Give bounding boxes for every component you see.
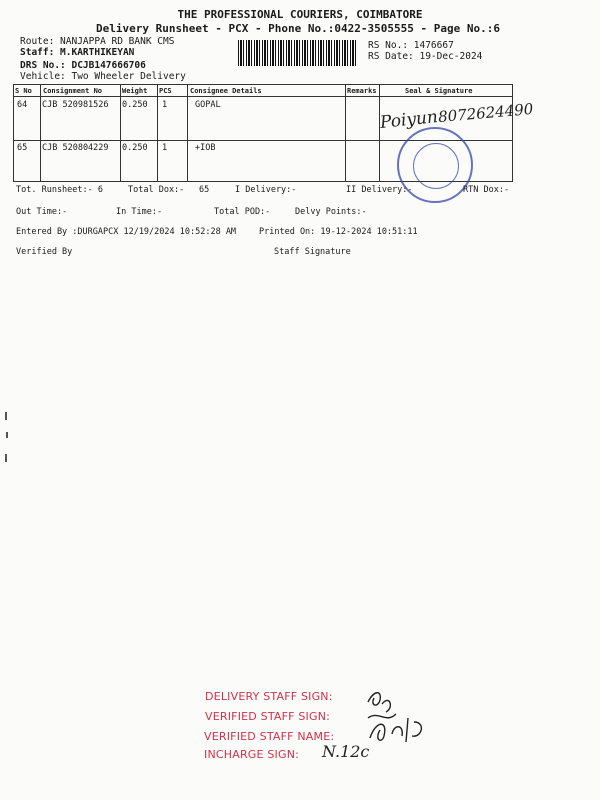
delvy-points: Delvy Points:-: [295, 207, 367, 217]
table-row-weight: 0.250: [122, 100, 148, 110]
sheet-title: Delivery Runsheet - PCX - Phone No.:0422-3505555 - Page No.:6: [96, 22, 500, 35]
table-row-weight: 0.250: [122, 143, 148, 153]
staff-signature: Staff Signature: [274, 247, 351, 257]
table-row-pcs: 1: [162, 143, 168, 153]
rtn-dox: RTN Dox:-: [463, 185, 510, 195]
col-seal-signature: Seal & Signature: [405, 87, 473, 95]
rs-number: RS No.: 1476667: [368, 40, 454, 51]
out-time: Out Time:-: [16, 207, 68, 217]
table-row-consignee: GOPAL: [195, 100, 221, 110]
handwritten-name-scribble-icon: [366, 712, 436, 748]
col-sno: S No: [15, 87, 32, 95]
printed-on: Printed On: 19-12-2024 10:51:11: [259, 227, 418, 237]
table-row-consignment: CJB 520981526: [42, 100, 109, 110]
barcode: [238, 40, 358, 66]
delivery-staff-sign: DELIVERY STAFF SIGN:: [205, 690, 333, 703]
table-row-sno: 64: [17, 100, 28, 110]
table-row-pcs: 1: [162, 100, 168, 110]
in-time: In Time:-: [116, 207, 163, 217]
tot-runsheet: Tot. Runsheet:- 6: [16, 185, 103, 195]
incharge-sign: INCHARGE SIGN:: [204, 748, 300, 761]
col-consignment: Consignment No: [43, 87, 103, 95]
col-remarks: Remarks: [347, 87, 377, 95]
verified-staff-sign: VERIFIED STAFF SIGN:: [205, 710, 331, 723]
col-pcs: PCS: [159, 87, 172, 95]
entered-by: Entered By :DURGAPCX 12/19/2024 10:52:28 AM: [16, 227, 237, 237]
route-text: Route: NANJAPPA RD BANK CMS: [20, 36, 175, 47]
drs-number: DRS No.: DCJB147666706: [20, 60, 146, 71]
i-delivery: I Delivery:-: [235, 185, 297, 195]
table-row-consignee: +IOB: [195, 143, 216, 153]
table-row-consignment: CJB 520804229: [42, 143, 109, 153]
total-dox-value: 65: [199, 185, 210, 195]
binding-marks-icon: [2, 410, 14, 470]
total-pod: Total POD:-: [214, 207, 271, 217]
verified-staff-name: VERIFIED STAFF NAME:: [204, 730, 335, 743]
total-dox-label: Total Dox:-: [128, 185, 185, 195]
staff-text: Staff: M.KARTHIKEYAN: [20, 47, 135, 58]
table-row-sno: 65: [17, 143, 28, 153]
handwritten-initials: N.12c: [322, 742, 370, 761]
verified-by: Verified By: [16, 247, 73, 257]
vehicle-text: Vehicle: Two Wheeler Delivery: [20, 71, 186, 82]
col-consignee: Consignee Details: [190, 87, 262, 95]
signature-scribble: [376, 96, 551, 146]
handwritten-signature: Poiyun: [379, 107, 439, 133]
col-weight: Weight: [122, 87, 148, 95]
handwritten-phone-number: 8072624490: [437, 99, 535, 127]
company-title: THE PROFESSIONAL COURIERS, COIMBATORE: [177, 8, 423, 21]
rs-date: RS Date: 19-Dec-2024: [368, 51, 483, 62]
ii-delivery: II Delivery:-: [346, 185, 413, 195]
